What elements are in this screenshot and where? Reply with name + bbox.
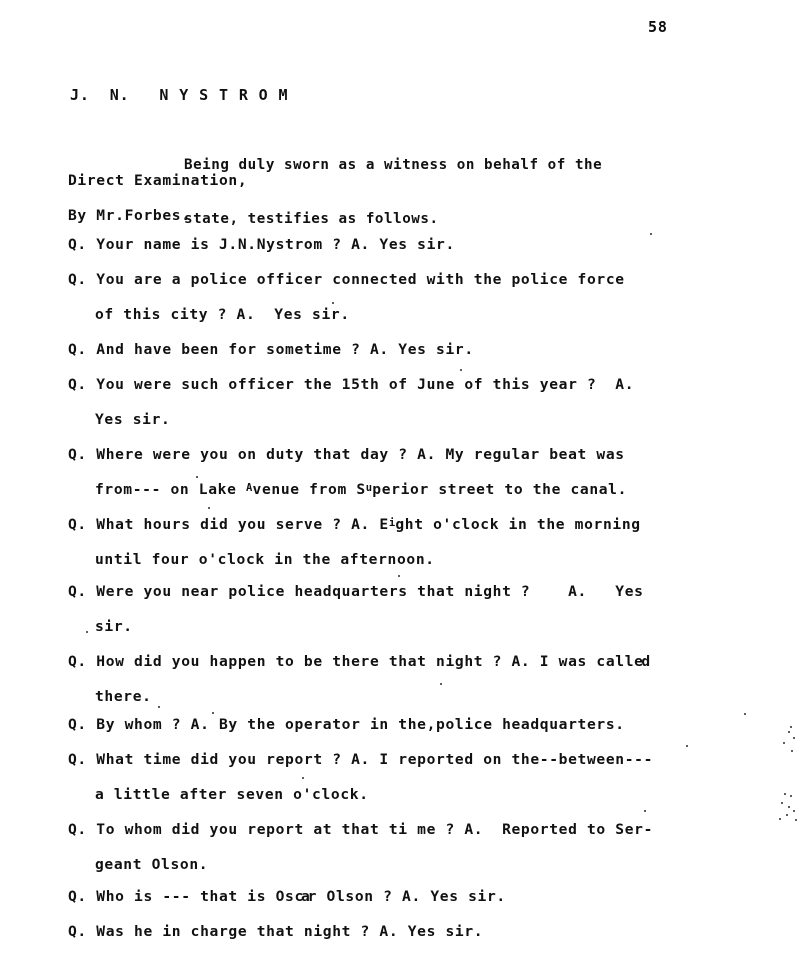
scan-speckle — [744, 713, 746, 715]
scan-speckle — [786, 814, 788, 816]
scan-speckle — [302, 777, 304, 779]
testimony-line: sir. — [95, 618, 133, 635]
testimony-segment-overstruck: ed — [634, 653, 649, 670]
scan-speckle — [790, 795, 792, 797]
scan-speckle — [86, 631, 88, 633]
testimony-line: Q. Where were you on duty that day ? A. My regular beat was — [68, 446, 625, 463]
scan-speckle — [212, 712, 214, 714]
testimony-line: Q. To whom did you report at that ti me ? A. Reported to Ser- — [68, 821, 654, 838]
testimony-segment: from--- on Lake — [95, 481, 246, 499]
testimony-line: Q. You were such officer the 15th of June of this year ? A. — [68, 376, 635, 393]
scan-speckle — [460, 369, 462, 371]
scan-speckle — [650, 233, 652, 235]
scan-speckle — [788, 731, 790, 733]
examiner-name: By Mr.Forbes. — [68, 207, 191, 224]
raised-letter-u: u — [365, 482, 373, 494]
scan-speckle — [795, 819, 797, 821]
testimony-line: Q. Your name is J.N.Nystrom ? A. Yes sir. — [68, 236, 455, 253]
scan-speckle — [644, 810, 646, 812]
testimony-line: Q. What time did you report ? A. I reported on the--between--- — [68, 751, 654, 768]
testimony-line: Q. You are a police officer connected with the police force — [68, 271, 625, 288]
scan-speckle — [196, 476, 198, 478]
testimony-line: Q. By whom ? A. By the operator in the,police headquarters. — [68, 716, 625, 733]
examination-type: Direct Examination, — [68, 172, 248, 189]
testimony-line: of this city ? A. Yes sir. — [95, 306, 350, 323]
testimony-line — [95, 483, 627, 498]
raised-letter-a: A — [245, 482, 253, 494]
scan-speckle — [788, 806, 790, 808]
sworn-statement-line-2: state, testifies as follows. — [184, 211, 439, 227]
witness-name-heading: J. N. N Y S T R O M — [70, 86, 289, 104]
scan-speckle — [781, 802, 783, 804]
testimony-segment-overstruck: ca — [294, 888, 308, 905]
testimony-line — [68, 890, 506, 905]
scan-speckle — [783, 742, 785, 744]
raised-letter-i: i — [388, 517, 396, 529]
scan-speckle — [779, 818, 781, 820]
scan-speckle — [790, 726, 792, 728]
scan-speckle — [158, 706, 160, 708]
testimony-line — [68, 655, 649, 670]
scan-speckle — [686, 745, 688, 747]
testimony-line: Q. And have been for sometime ? A. Yes sir. — [68, 341, 474, 358]
testimony-line: there. — [95, 688, 152, 705]
testimony-line: a little after seven o'clock. — [95, 786, 369, 803]
testimony-line: Q. Was he in charge that night ? A. Yes sir. — [68, 923, 484, 940]
scan-speckle — [332, 302, 334, 304]
testimony-segment: ght o'clock in the morning — [395, 516, 641, 534]
scan-speckle — [793, 737, 795, 739]
testimony-line: Yes sir. — [95, 411, 171, 428]
sworn-statement-line-1: Being duly sworn as a witness on behalf of the — [184, 157, 603, 173]
testimony-line: Q. Were you near police headquarters that night ? A. Yes — [68, 583, 644, 600]
testimony-segment: r Olson ? A. Yes sir. — [307, 888, 506, 905]
testimony-segment: perior street to the canal. — [372, 481, 628, 499]
testimony-line — [68, 518, 641, 533]
scan-speckle — [791, 750, 793, 752]
scan-speckle — [398, 575, 400, 577]
testimony-segment: venue from S — [252, 481, 366, 499]
page-number: 58 — [648, 18, 668, 36]
testimony-segment: Q. What hours did you serve ? A. E — [68, 516, 389, 534]
scan-speckle — [208, 507, 210, 509]
testimony-segment: Q. How did you happen to be there that night ? A. I was call — [68, 653, 635, 670]
testimony-line: geant Olson. — [95, 856, 209, 873]
scan-speckle — [784, 793, 786, 795]
scan-speckle — [793, 810, 795, 812]
testimony-segment: Q. Who is --- that is Os — [68, 888, 295, 905]
testimony-line: until four o'clock in the afternoon. — [95, 551, 435, 568]
scan-speckle — [440, 683, 442, 685]
